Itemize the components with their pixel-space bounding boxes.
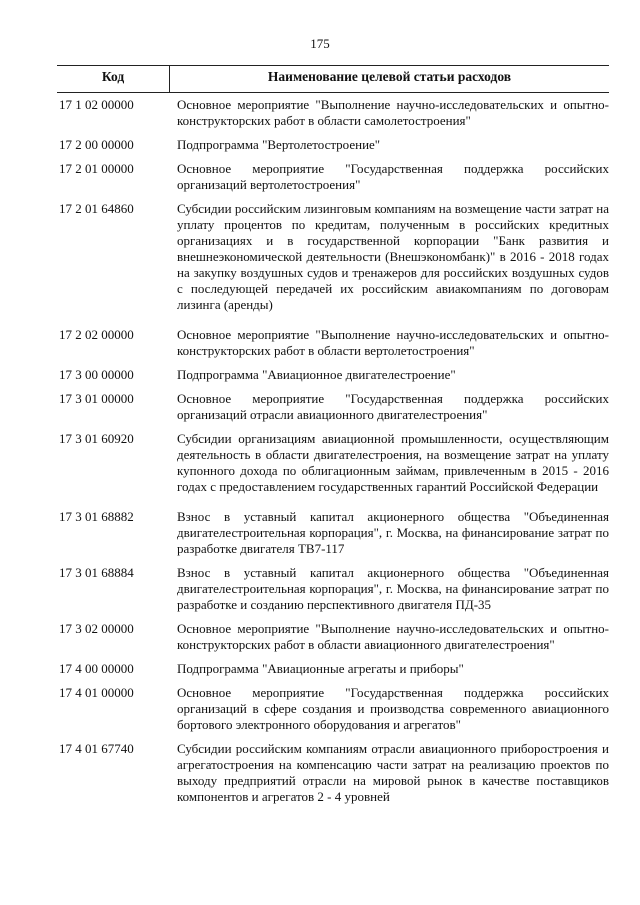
table-row [57, 685, 609, 733]
row-description: Основное мероприятие "Выполнение научно-исследовательских и опытно-конструкторских работ в области самолетостроения" [177, 97, 609, 128]
row-code: 17 3 01 68884 [59, 565, 134, 580]
row-code: 17 4 00 00000 [59, 661, 134, 676]
row-description: Взнос в уставный капитал акционерного общества "Объединенная двигателестроительная корпорация", г. Москва, на финансирование затрат по разработке и созданию перспективного двигателя ПД-35 [177, 565, 609, 612]
table-row [57, 741, 609, 805]
row-code: 17 3 01 60920 [59, 431, 134, 446]
row-description: Подпрограмма "Вертолетостроение" [177, 137, 381, 152]
row-code: 17 2 00 00000 [59, 137, 134, 152]
table-row [57, 621, 609, 653]
table-row [57, 201, 609, 313]
row-code: 17 2 02 00000 [59, 327, 134, 342]
row-description: Взнос в уставный капитал акционерного общества "Объединенная двигателестроительная корпорация", г. Москва, на финансирование затрат по разработке двигателя ТВ7-117 [177, 509, 609, 556]
table-row [57, 391, 609, 423]
row-code: 17 3 02 00000 [59, 621, 134, 636]
table-row [57, 327, 609, 359]
page-number: 175 [310, 36, 330, 51]
row-code: 17 2 01 00000 [59, 161, 134, 176]
column-header-code: Код [101, 69, 125, 84]
table-row [57, 97, 609, 129]
table-row [57, 509, 609, 557]
table-row [57, 367, 609, 383]
table-row [57, 431, 609, 495]
row-description: Основное мероприятие "Выполнение научно-исследовательских и опытно-конструкторских работ в области авиационного двигателестроения" [177, 621, 609, 652]
row-description: Основное мероприятие "Государственная поддержка российских организаций в сфере создания и производства современного авиационного бортового электронного оборудования и агрегатов" [177, 685, 609, 732]
row-description: Субсидии организациям авиационной промышленности, осуществляющим деятельность в области двигателестроения, на возмещение затрат на уплату купонного дохода по облигационным займам, привлеченным в 2015 - 2016 годах с предоставлением государственных гарантий Российской Федерации [177, 431, 609, 494]
table-row [57, 565, 609, 613]
row-code: 17 3 01 00000 [59, 391, 134, 406]
row-description: Субсидии российским компаниям отрасли авиационного приборостроения и агрегатостроения на компенсацию части затрат на реализацию проектов по выходу предприятий отрасли на мировой рынок в качестве поставщиков компонентов и агрегатов 2 - 4 уровней [177, 741, 609, 804]
row-code: 17 4 01 00000 [59, 685, 134, 700]
row-code: 17 3 00 00000 [59, 367, 134, 382]
row-description: Основное мероприятие "Государственная поддержка российских организаций вертолетостроения" [177, 161, 609, 192]
row-description: Субсидии российским лизинговым компаниям на возмещение части затрат на уплату процентов по кредитам, полученным в российских кредитных организациях и в государственной корпорации "Банк развития и внешнеэкономической деятельности (Внешэкономбанк)" в 2016 - 2018 годах на закупку воздушных судов и тренажеров для российских воздушных судов с последующей передачей их российским авиакомпаниям по договорам лизинга (аренды) [177, 201, 609, 312]
table-body [57, 97, 609, 813]
table-row [57, 137, 609, 153]
row-description: Основное мероприятие "Выполнение научно-исследовательских и опытно-конструкторских работ в области вертолетостроения" [177, 327, 609, 358]
row-code: 17 2 01 64860 [59, 201, 134, 216]
row-description: Подпрограмма "Авиационные агрегаты и приборы" [177, 661, 464, 676]
row-description: Основное мероприятие "Государственная поддержка российских организаций отрасли авиационного двигателестроения" [177, 391, 609, 422]
table-row [57, 661, 609, 677]
row-code: 17 4 01 67740 [59, 741, 134, 756]
row-code: 17 3 01 68882 [59, 509, 134, 524]
table-row [57, 161, 609, 193]
row-code: 17 1 02 00000 [59, 97, 134, 112]
row-description: Подпрограмма "Авиационное двигателестроение" [177, 367, 456, 382]
table-header [57, 65, 609, 93]
column-header-name: Наименование целевой статьи расходов [169, 66, 609, 92]
